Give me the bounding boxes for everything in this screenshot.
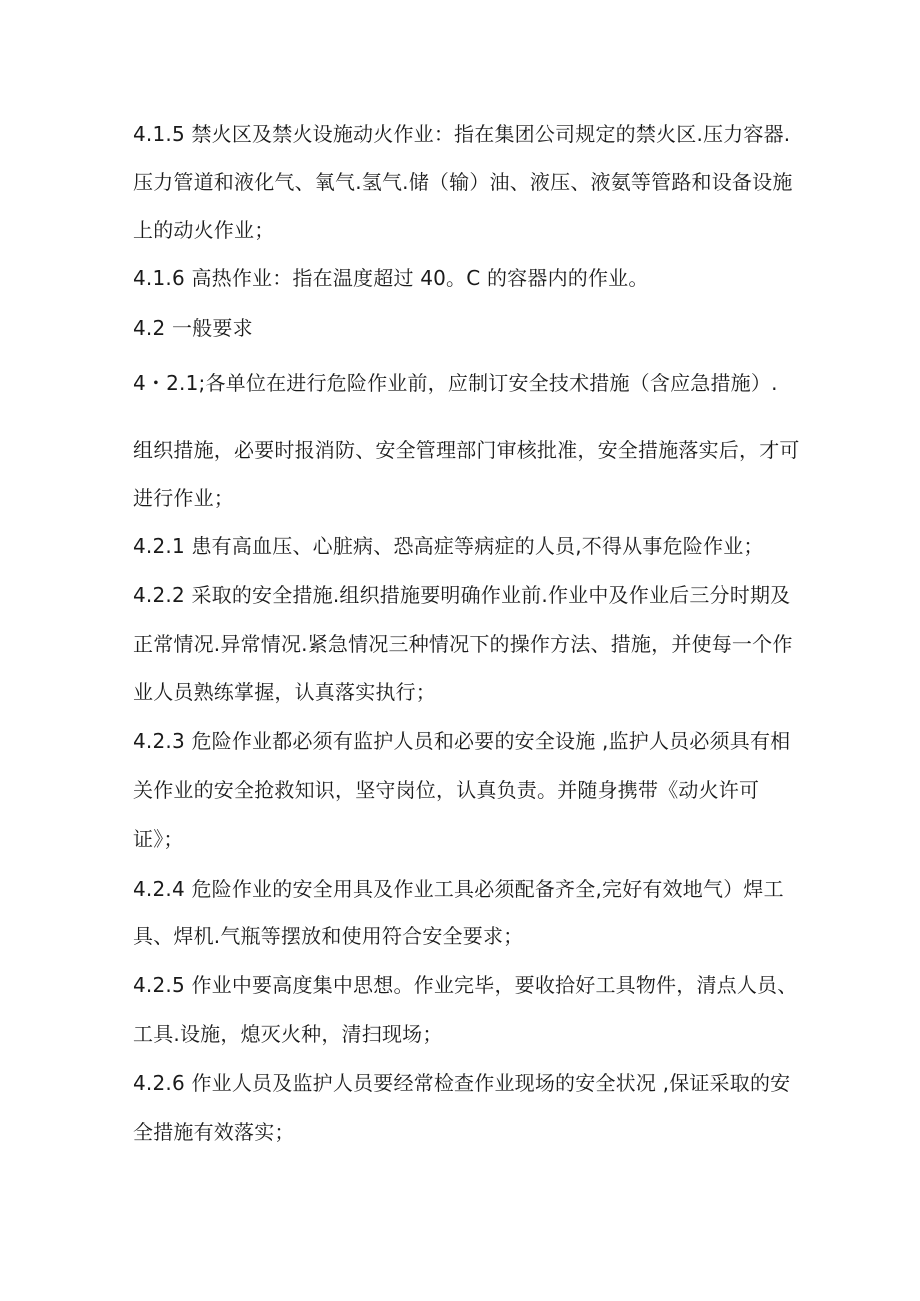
text-line: 工具.设施，熄灭火种，清扫现场；: [133, 1022, 443, 1046]
text-line: 证》；: [133, 827, 184, 851]
text-line: 4.2.2 采取的安全措施.组织措施要明确作业前.作业中及作业后三分时期及: [133, 583, 791, 607]
text-line: 4.2.1 患有高血压、心脏病、恐高症等病症的人员,不得从事危险作业；: [133, 534, 764, 558]
text-line: 4.1.5 禁火区及禁火设施动火作业：指在集团公司规定的禁火区.压力容器.: [133, 122, 791, 146]
text-line: 压力管道和液化气、氧气.氢气.储（输）油、液压、液氨等管路和设备设施: [133, 170, 793, 194]
text-line: 上的动火作业；: [133, 218, 275, 242]
text-line: 4.1.6 高热作业：指在温度超过 40。C 的容器内的作业。: [133, 266, 649, 290]
text-line: 业人员熟练掌握，认真落实执行；: [133, 680, 436, 704]
text-line: 4.2.3 危险作业都必须有监护人员和必要的安全设施 ,监护人员必须具有相: [133, 729, 791, 753]
text-line: 全措施有效落实；: [133, 1120, 295, 1144]
text-line: 进行作业；: [133, 486, 234, 510]
text-line: 4.2.4 危险作业的安全用具及作业工具必须配备齐全,完好有效地气）焊工: [133, 877, 784, 901]
text-line: 组织措施，必要时报消防、安全管理部门审核批准，安全措施落实后，才可: [133, 438, 800, 462]
section-heading: 4.2 一般要求: [133, 316, 253, 340]
text-line: 4.2.5 作业中要高度集中思想。作业完毕，要收拾好工具物件，清点人员、: [133, 973, 798, 997]
text-line: 关作业的安全抢救知识，坚守岗位，认真负责。并随身携带《动火许可: [133, 778, 760, 802]
text-line: 4.2.6 作业人员及监护人员要经常检查作业现场的安全状况 ,保证采取的安: [133, 1071, 791, 1095]
text-line: 正常情况.异常情况.紧急情况三种情况下的操作方法、措施，并使每一个作: [133, 632, 793, 656]
text-line: 4・2.1;各单位在进行危险作业前，应制订安全技术措施（含应急措施）.: [133, 371, 778, 395]
text-line: 具、焊机.气瓶等摆放和使用符合安全要求；: [133, 924, 524, 948]
